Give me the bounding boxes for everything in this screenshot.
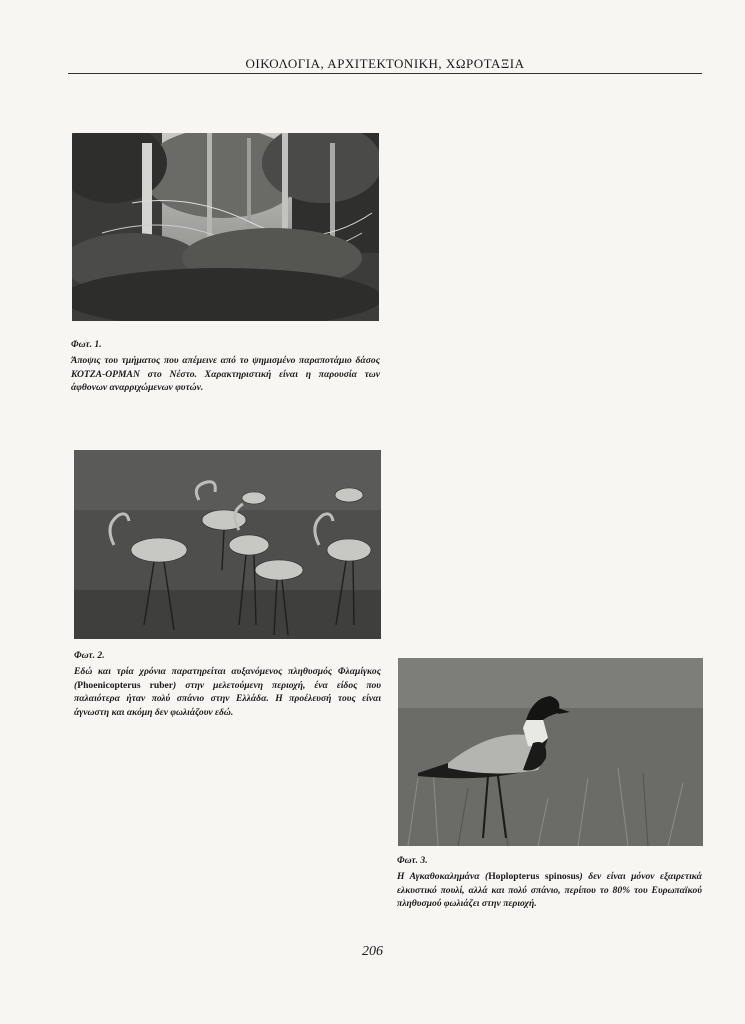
photo-1-caption: Άποψις του τμήματος που απέμεινε από το ψημισμένο παραποτάμιο δάσος ΚΟΤΖΑ-ΟΡΜΑΝ στο Νέστο. Χαρακτηριστική είναι η παρουσία των άφθονων αναρριχώμενων φυτών. <box>71 355 380 394</box>
caption-photo-3 <box>397 854 702 911</box>
caption-photo-2 <box>74 649 381 719</box>
photo-3-species-name: Hoplopterus spinosus <box>488 871 580 883</box>
header-rule <box>68 73 702 74</box>
photo-2-caption-start: Εδώ και τρία χρόνια παρατηρείται αυξανόμενος πληθυσμός Φλαμίγκος ( <box>74 666 381 691</box>
photo-1-label: Φωτ. 1. <box>71 339 102 350</box>
lapwing-photo <box>398 658 703 846</box>
page-number: 206 <box>362 944 383 959</box>
photo-2-species-name: Phoenicopterus ruber <box>77 679 174 691</box>
flamingo-photo <box>74 450 381 639</box>
photo-3-caption-start: Η Αγκαθοκαλημάνα ( <box>397 871 489 883</box>
photo-2-caption-end: ) στην μελετούμενη περιοχή, ένα είδος που παλαιότερα ήταν πολύ σπάνιο στην Ελλάδα. Η προέλευσή τους είναι άγνωστη και ακόμη δεν φωλιάζουν εδώ. <box>74 679 381 718</box>
running-title: ΟΙΚΟΛΟΓΙΑ, ΑΡΧΙΤΕΚΤΟΝΙΚΗ, ΧΩΡΟΤΑΞΙΑ <box>245 56 525 71</box>
forest-photo <box>72 133 379 321</box>
photo-3-caption-end: ) δεν είναι μόνον εξαιρετικά ελκυστικό πουλί, αλλά και πολύ σπάνιο, περίπου το 80% του Ευρωπαϊκού πληθυσμού φωλιάζει στην περιοχή. <box>397 871 702 910</box>
photo-3-label: Φωτ. 3. <box>397 855 428 866</box>
photo-2-label: Φωτ. 2. <box>74 650 105 661</box>
caption-photo-1 <box>71 338 380 395</box>
